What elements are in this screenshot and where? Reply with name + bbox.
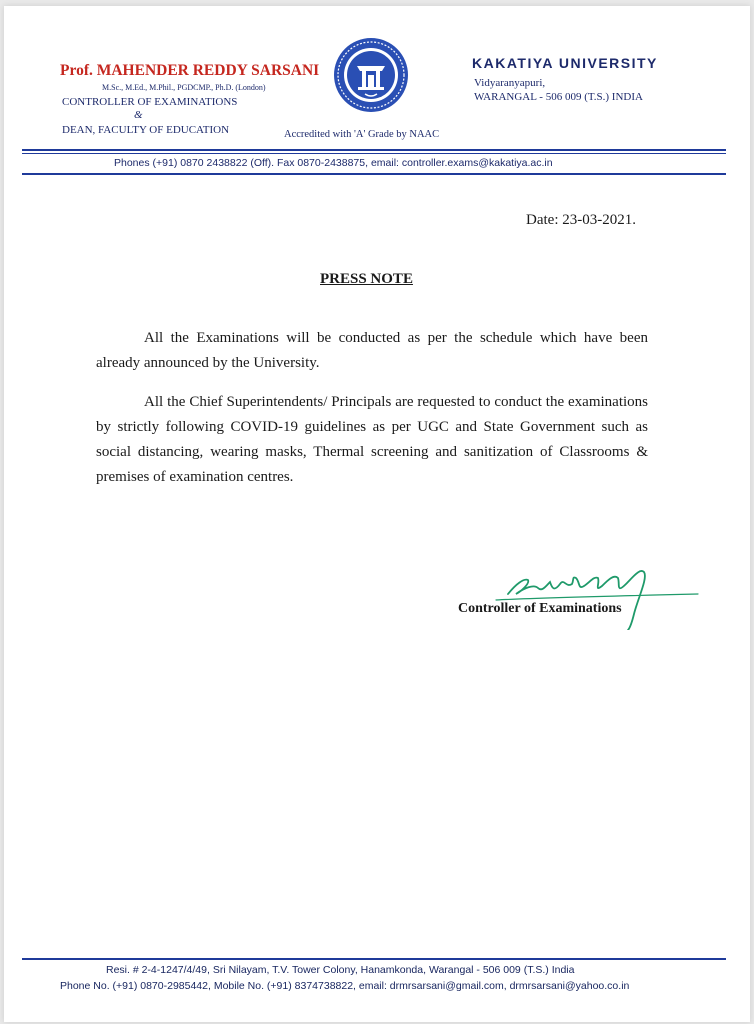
press-note-heading: PRESS NOTE bbox=[320, 271, 413, 287]
handwritten-signature-icon bbox=[494, 558, 700, 630]
paragraph-schedule: All the Examinations will be conducted as per the schedule which have been already announced by the University. bbox=[96, 330, 648, 371]
footer-rule bbox=[22, 958, 726, 960]
controller-role: CONTROLLER OF EXAMINATIONS bbox=[62, 96, 238, 108]
university-emblem bbox=[332, 36, 410, 114]
header-rule-bottom bbox=[22, 173, 726, 175]
dean-role: DEAN, FACULTY OF EDUCATION bbox=[62, 124, 230, 136]
footer-personal-contact: Phone No. (+91) 0870-2985442, Mobile No. (+91) 8374738822, email: drmrsarsani@gmail.com, drmrsarsani@yahoo.co.in bbox=[60, 980, 630, 992]
header-rule-thin bbox=[22, 153, 726, 154]
accreditation-text: Accredited with 'A' Grade by NAAC bbox=[284, 129, 440, 140]
university-address-1: Vidyaranyapuri, bbox=[474, 77, 546, 89]
role-ampersand: & bbox=[134, 109, 143, 121]
footer-residence-address: Resi. # 2-4-1247/4/49, Sri Nilayam, T.V. Tower Colony, Hanamkonda, Warangal - 506 009 (T.S.) India bbox=[106, 964, 575, 976]
document-page bbox=[4, 6, 750, 1022]
header-rule-top bbox=[22, 149, 726, 151]
controller-name: Prof. MAHENDER REDDY SARSANI bbox=[60, 62, 320, 79]
university-address-2: WARANGAL - 506 009 (T.S.) INDIA bbox=[474, 91, 643, 103]
office-contact-line: Phones (+91) 0870 2438822 (Off). Fax 0870-2438875, email: controller.exams@kakatiya.ac.in bbox=[114, 157, 553, 169]
paragraph-covid-guidelines: All the Chief Superintendents/ Principals are requested to conduct the examinations by strictly following COVID-19 guidelines as per UGC and State Government such as social distancing, wearing masks, Thermal screening and sanitization of Classrooms & premises of examination centres. bbox=[96, 394, 648, 485]
signature-mark bbox=[494, 558, 700, 630]
emblem-icon bbox=[332, 36, 410, 114]
document-date: Date: 23-03-2021. bbox=[526, 212, 636, 228]
press-note-body bbox=[96, 326, 648, 504]
university-name: KAKATIYA UNIVERSITY bbox=[472, 55, 658, 71]
signature-title: Controller of Examinations bbox=[458, 601, 622, 616]
controller-degrees: M.Sc., M.Ed., M.Phil., PGDCMP., Ph.D. (London) bbox=[102, 83, 266, 92]
